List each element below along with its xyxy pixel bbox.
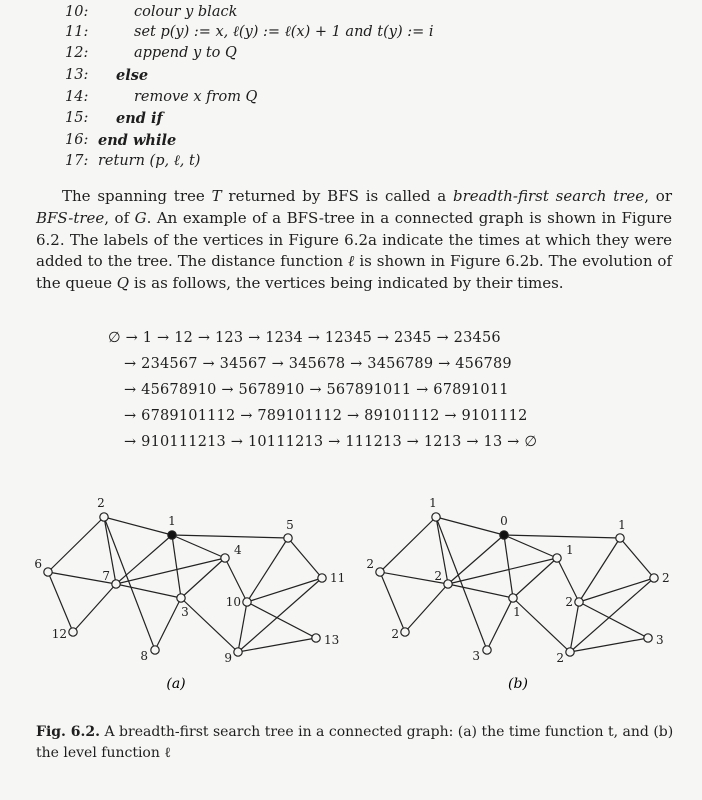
panel-label-b: (b) (508, 676, 528, 692)
graph-b-edge (504, 535, 557, 558)
graph-a-vertex (312, 634, 320, 642)
graph-b-vertex (616, 534, 624, 542)
graph-b-edge (487, 598, 513, 650)
graph-b-edge (436, 517, 504, 535)
line-code: append y to Q (134, 45, 237, 61)
graph-b-vertex-label: 2 (565, 595, 573, 609)
graph-a-vertex (284, 534, 292, 542)
graph-b-edge (380, 517, 436, 572)
graph-a-edge (73, 584, 116, 632)
queue-line-3: → 45678910 → 5678910 → 567891011 → 67891011 (124, 382, 509, 398)
graph-a-edge (48, 517, 104, 572)
graph-b-root-vertex (500, 531, 508, 539)
graph-a-edge (238, 638, 316, 652)
graph-a-vertex (177, 594, 185, 602)
graph-b-vertex-label: 2 (556, 651, 564, 665)
graph-b-vertex (575, 598, 583, 606)
graph-b-vertex-label: 3 (656, 633, 664, 647)
graph-b-vertex-label: 2 (366, 557, 374, 571)
graph-a-vertex-label: 1 (168, 514, 176, 528)
graph-b-vertex (444, 580, 452, 588)
line-code: else (116, 67, 149, 84)
line-number: 12: (65, 45, 89, 61)
graph-a-vertex-label: 7 (102, 569, 110, 583)
figure-6-2 (0, 490, 702, 710)
line-number: 17: (65, 153, 89, 169)
graph-a-vertex (234, 648, 242, 656)
graph-a-edge (104, 517, 172, 535)
graph-a-vertex (112, 580, 120, 588)
graph-b-vertex-label: 1 (429, 496, 437, 510)
graph-b-edge (405, 584, 448, 632)
algorithm-line (0, 4, 702, 24)
graph-a-edge (172, 535, 181, 598)
graph-b-vertex-label: 2 (662, 571, 670, 585)
line-number: 16: (65, 132, 89, 148)
graph-a-vertex (69, 628, 77, 636)
algorithm-line (0, 153, 702, 173)
graph-b-vertex (376, 568, 384, 576)
line-number: 10: (65, 4, 89, 20)
graph-b-vertex-label: 3 (472, 649, 480, 663)
graph-a-edge (155, 598, 181, 650)
line-number: 15: (65, 110, 89, 126)
figure-caption: Fig. 6.2. A breadth-first search tree in a connected graph: (a) the time function t, and (b) the level function ℓ (36, 724, 674, 761)
graph-a-edge (247, 538, 288, 602)
line-number: 11: (65, 24, 89, 40)
line-code: colour y black (134, 4, 238, 20)
graph-b-vertex-label: 1 (513, 605, 521, 619)
graph-a-vertex (318, 574, 326, 582)
graph-a-edge (181, 558, 225, 598)
body-paragraph: The spanning tree T returned by BFS is called a breadth-first search tree, or BFS-tree, of G. An example of a BFS-tree in a connected graph is shown in Figure 6.2. The labels of the vertices in Figure 6.2a indicate the times at which they were added to the tree. The distance function ℓ is shown in Figure 6.2b. The evolution of the queue Q is as follows, the vertices being indicated by their times. (36, 187, 673, 293)
graph-b-edge (513, 558, 557, 598)
graph-a-vertex-label: 12 (51, 627, 67, 641)
graph-a-vertex (221, 554, 229, 562)
graph-b-vertex-label: 1 (618, 518, 626, 532)
graph-a (34, 496, 345, 665)
graph-b-edge (579, 538, 620, 602)
graph-b-vertex (553, 554, 561, 562)
line-number: 13: (65, 67, 89, 83)
graph-a-vertex-label: 11 (330, 571, 346, 585)
graph-a-vertex (44, 568, 52, 576)
graph-a-vertex-label: 8 (140, 649, 148, 663)
line-code: set p(y) := x, ℓ(y) := ℓ(x) + 1 and t(y) := i (134, 24, 434, 40)
algorithm-line (0, 67, 702, 87)
line-number: 14: (65, 89, 89, 105)
graph-b-vertex-label: 2 (434, 569, 442, 583)
graph-a-vertex (100, 513, 108, 521)
queue-line-4: → 6789101112 → 789101112 → 89101112 → 9101112 (124, 408, 528, 424)
graph-b-vertex (566, 648, 574, 656)
graph-a-vertex-label: 9 (224, 651, 232, 665)
graph-b-vertex (509, 594, 517, 602)
graph-b-edge (504, 535, 513, 598)
graph-a-edge (116, 584, 181, 598)
graph-a-edge (116, 558, 225, 584)
graph-b-edge (579, 578, 654, 602)
algorithm-line (0, 132, 702, 152)
line-code: end while (98, 132, 177, 149)
graph-b-edge (448, 535, 504, 584)
line-code: remove x from Q (134, 89, 258, 105)
algorithm-line (0, 110, 702, 130)
graph-a-edge (172, 535, 288, 538)
graph-a-vertex-label: 6 (34, 557, 42, 571)
graph-b-vertex-label: 0 (500, 514, 508, 528)
graph-a-edge (288, 538, 322, 578)
graph-b-vertex-label: 2 (391, 627, 399, 641)
graph-a-vertex-label: 5 (286, 518, 294, 532)
graph-a-root-vertex (168, 531, 176, 539)
graph-b-vertex (432, 513, 440, 521)
graph-a-edge (48, 572, 73, 632)
graph-a-vertex-label: 4 (234, 543, 242, 557)
graph-a-vertex (243, 598, 251, 606)
panel-label-a: (a) (166, 676, 186, 692)
graph-a-edge (116, 535, 172, 584)
graph-a-vertex-label: 13 (324, 633, 340, 647)
graph-b-edge (448, 558, 557, 584)
graph-b-vertex-label: 1 (566, 543, 574, 557)
algorithm-line (0, 24, 702, 44)
queue-line-5: → 910111213 → 10111213 → 111213 → 1213 → 13 → ∅ (124, 434, 538, 450)
graph-b-edge (570, 578, 654, 652)
graph-b-edge (579, 602, 648, 638)
graph-b-vertex (650, 574, 658, 582)
queue-line-1: ∅ → 1 → 12 → 123 → 1234 → 12345 → 2345 → 23456 (108, 330, 501, 346)
graph-b-vertex (483, 646, 491, 654)
graph-b-edge (570, 638, 648, 652)
graph-b (366, 496, 669, 665)
graph-b-edge (504, 535, 620, 538)
graph-a-vertex-label: 3 (181, 605, 189, 619)
graph-a-vertex-label: 10 (225, 595, 241, 609)
graph-b-edge (380, 572, 405, 632)
graph-b-vertex (644, 634, 652, 642)
graph-b-edge (620, 538, 654, 578)
line-code: end if (116, 110, 163, 127)
graph-b-edge (448, 584, 513, 598)
graph-a-edge (247, 578, 322, 602)
algorithm-line (0, 45, 702, 65)
graph-b-vertex (401, 628, 409, 636)
queue-line-2: → 234567 → 34567 → 345678 → 3456789 → 456789 (124, 356, 512, 372)
graph-a-vertex-label: 2 (97, 496, 105, 510)
line-code: return (p, ℓ, t) (98, 153, 201, 169)
algorithm-line (0, 89, 702, 109)
graph-a-edge (238, 578, 322, 652)
graph-a-edge (247, 602, 316, 638)
graph-a-edge (172, 535, 225, 558)
graph-a-vertex (151, 646, 159, 654)
graph-b-edge (513, 598, 570, 652)
